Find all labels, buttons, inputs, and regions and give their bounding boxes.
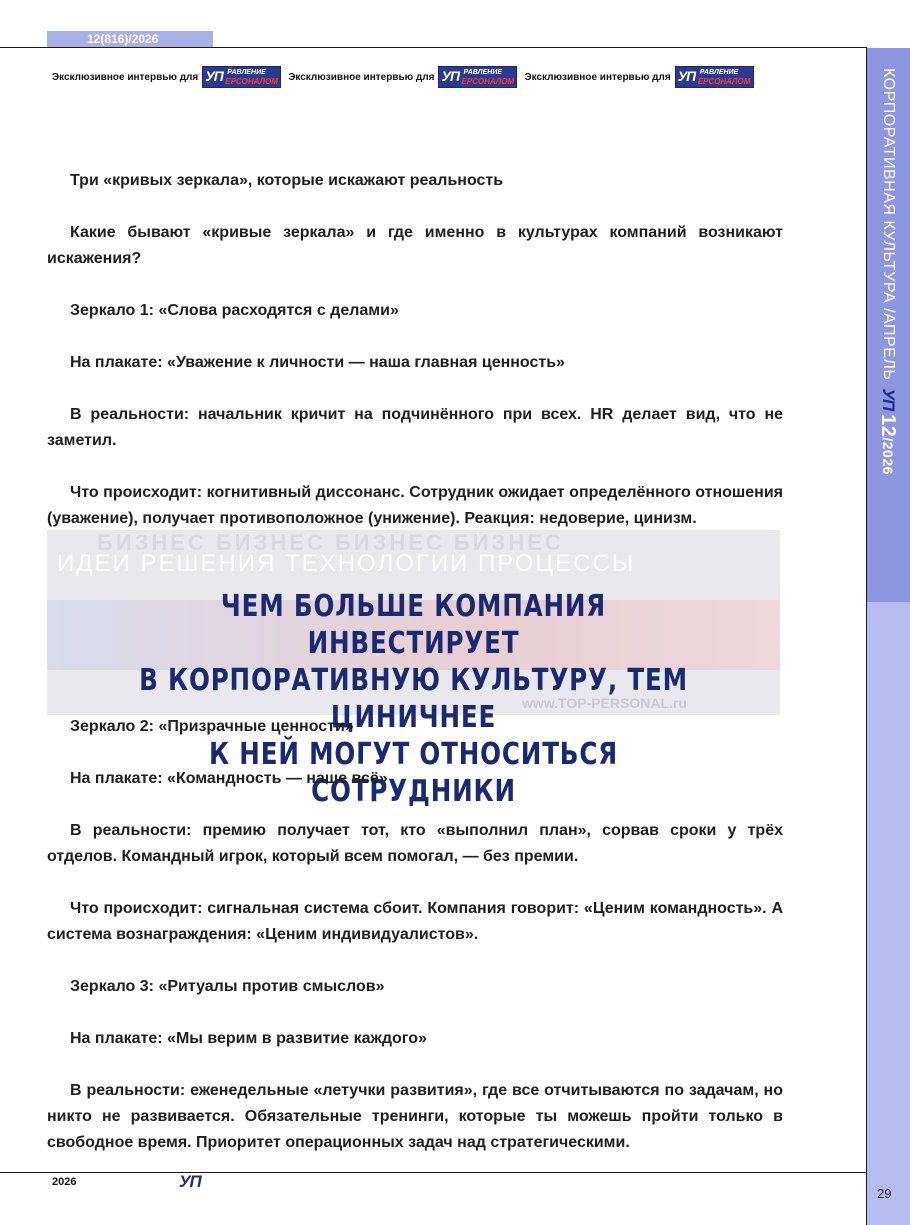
section-heading: Три «кривых зеркала», которые искажают реальность: [70, 172, 504, 189]
paragraph: Какие бывают «кривые зеркала» и где именно в культурах компаний возникают искажения?: [47, 224, 783, 267]
magazine-logo-icon: УП: [879, 388, 898, 411]
issue-number: 12(816)/2026: [87, 32, 159, 46]
mirror-heading: Зеркало 1: «Слова расходятся с делами»: [70, 302, 399, 319]
paragraph: На плакате: «Уважение к личности — наша главная ценность»: [70, 354, 565, 371]
exclusive-label: Эксклюзивное интервью для: [524, 71, 671, 83]
logo-line1: РАВЛЕНИЕ: [699, 69, 739, 76]
logo-line1: РАВЛЕНИЕ: [463, 69, 503, 76]
logo-mark: УП: [205, 68, 223, 84]
issue-tab: [47, 31, 213, 48]
issue-year: /2026: [880, 437, 896, 475]
bottom-rule: [0, 1172, 866, 1173]
pull-quote-line: ЧЕМ БОЛЬШЕ КОМПАНИЯ ИНВЕСТИРУЕТ: [220, 589, 607, 661]
footer-logo-icon: УП: [179, 1172, 201, 1191]
magazine-logo: [438, 66, 517, 88]
issue-number-large: 12: [877, 414, 900, 438]
banner-background-url: www.TOP-PERSONAL.ru: [522, 695, 687, 711]
logo-mark: УП: [677, 68, 696, 84]
exclusive-label: Эксклюзивное интервью для: [288, 71, 435, 83]
banner-background-words: ИДЕИ РЕШЕНИЯ ТЕХНОЛОГИИ ПРОЦЕССЫ: [57, 550, 636, 577]
pull-quote-line: К НЕЙ МОГУТ ОТНОСИТЬСЯ СОТРУДНИКИ: [208, 737, 619, 809]
exclusive-strip: [52, 66, 754, 88]
banner-background-words-top: БИЗНЕС БИЗНЕС БИЗНЕС БИЗНЕС: [97, 530, 564, 555]
magazine-logo: [202, 66, 281, 88]
exclusive-item: [288, 66, 517, 88]
paragraph: Что происходит: сигнальная система сбоит. Компания говорит: «Ценим командность». А система вознаграждения: «Ценим индивидуалистов».: [47, 900, 783, 943]
footer-year: 2026: [52, 1176, 77, 1188]
exclusive-item: [524, 66, 753, 88]
pull-quote-line: В КОРПОРАТИВНУЮ КУЛЬТУРУ, ТЕМ ЦИНИЧНЕЕ: [139, 663, 688, 735]
paragraph: На плакате: «Командность — наше всё»: [70, 770, 388, 787]
page-number: 29: [877, 1186, 892, 1201]
paragraph: В реальности: начальник кричит на подчинённого при всех. HR делает вид, что не заметил.: [47, 406, 783, 449]
logo-line2: ЕРСОНАЛОМ: [225, 77, 278, 86]
section-label: [876, 68, 900, 528]
logo-mark: УП: [441, 68, 460, 84]
paragraph: Что происходит: когнитивный диссонанс. Сотрудник ожидает определённого отношения (уважение), получает противоположное (унижение). Реакция: недоверие, цинизм.: [47, 484, 783, 527]
paragraph: В реальности: еженедельные «летучки развития», где все отчитываются по задачам, но никто не развивается. Обязательные тренинги, которые ты можешь пройти только в свободное время. Приоритет операционных задач над стратегическими.: [47, 1082, 783, 1151]
mirror-heading: Зеркало 3: «Ритуалы против смыслов»: [70, 978, 385, 995]
logo-line2: ЕРСОНАЛОМ: [697, 77, 751, 86]
exclusive-item: [52, 66, 281, 88]
logo-line1: РАВЛЕНИЕ: [227, 69, 266, 76]
exclusive-label: Эксклюзивное интервью для: [52, 71, 199, 83]
paragraph: На плакате: «Мы верим в развитие каждого»: [70, 1030, 427, 1047]
mirror-heading: Зеркало 2: «Призрачные ценности»: [70, 718, 354, 735]
top-rule: [0, 47, 866, 48]
paragraph: В реальности: премию получает тот, кто «выполнил план», сорвав сроки у трёх отделов. Командный игрок, который всем помогал, — без премии.: [47, 822, 783, 865]
logo-line2: ЕРСОНАЛОМ: [461, 77, 515, 86]
magazine-logo: [675, 66, 754, 88]
section-title: КОРПОРАТИВНАЯ КУЛЬТУРА /АПРЕЛЬ: [880, 68, 897, 381]
